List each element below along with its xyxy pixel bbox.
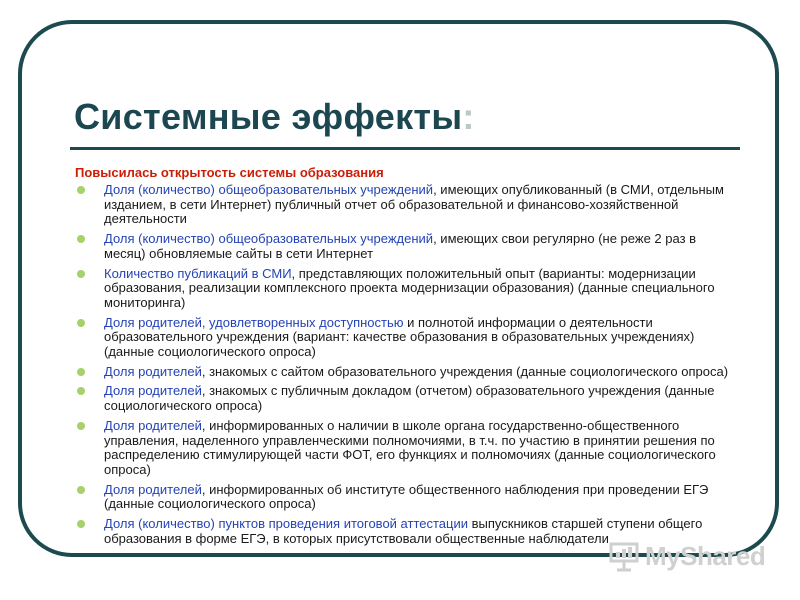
item-highlight: Доля родителей: [104, 383, 202, 399]
bullet-icon: [77, 186, 85, 194]
slide-title-colon: :: [462, 96, 475, 137]
bullet-icon: [77, 520, 85, 528]
item-text: , представляющих положительный опыт (варианты: модернизации образования, реализации комплексного проекта модернизации образования) (данные специального мониторинга): [104, 265, 715, 310]
bullet-icon: [77, 235, 85, 243]
list-item: [75, 419, 740, 478]
bullet-icon: [77, 422, 85, 430]
item-text: , информированных об институте общественного наблюдения при проведении ЕГЭ (данные социологического опроса): [104, 481, 709, 512]
item-highlight: Доля родителей: [104, 481, 202, 497]
watermark-text: MyShared: [645, 540, 766, 571]
myshared-watermark: [608, 533, 765, 579]
list-item: [75, 365, 740, 380]
item-highlight: Доля (количество) общеобразовательных учреждений: [104, 182, 434, 197]
section-subheading: Повысилась открытость системы образования: [75, 165, 384, 180]
bullet-icon: [77, 368, 85, 376]
item-text: , имеющих опубликованный (в СМИ, отдельным изданием, в сети Интернет) публичный отчет об образовательной и финансово-хозяйственной деятельности: [104, 182, 724, 227]
presentation-board-icon: [608, 539, 642, 573]
list-item: [75, 232, 740, 261]
bullet-icon: [77, 486, 85, 494]
item-text: , информированных о наличии в школе органа государственно-общественного управления, наделенного управленческими полномочиями, в т.ч. по участию в принятии решения по распределению стимулирующей части ФОТ, его функциях и полномочиях (данные социологического опроса): [104, 417, 716, 477]
item-text: , знакомых с публичным докладом (отчетом) образовательного учреждения (данные социологического опроса): [104, 383, 715, 414]
item-highlight: Доля (количество) пунктов проведения итоговой аттестации: [104, 516, 468, 532]
item-text: , знакомых с сайтом образовательного учреждения (данные социологического опроса): [201, 363, 729, 379]
item-highlight: Доля (количество) общеобразовательных учреждений: [104, 231, 434, 247]
bullet-icon: [77, 319, 85, 327]
item-highlight: Доля родителей: [104, 417, 202, 433]
list-item: [75, 183, 740, 227]
item-highlight: Доля родителей, удовлетворенных доступностью: [104, 314, 404, 330]
slide-title-text: Системные эффекты: [74, 96, 463, 137]
bullet-icon: [77, 387, 85, 395]
effects-list: [75, 183, 740, 551]
item-text: и полнотой информации о деятельности образовательного учреждения (вариант: качестве образования в образовательных учреждениях) (данные социологического опроса): [104, 314, 695, 360]
bullet-icon: [77, 270, 85, 278]
list-item: [75, 267, 740, 311]
slide-title: [74, 96, 475, 138]
list-item: [75, 483, 740, 512]
title-underline: [70, 147, 740, 150]
item-highlight: Количество публикаций в СМИ: [104, 265, 292, 281]
list-item: [75, 384, 740, 413]
item-text: выпускников старшей ступени общего образования в форме ЕГЭ, в которых присутствовали общественные наблюдатели: [104, 516, 703, 546]
list-item: [75, 316, 740, 360]
item-highlight: Доля родителей: [104, 363, 202, 379]
item-text: , имеющих свои регулярно (не реже 2 раз в месяц) обновляемые сайты в сети Интернет: [104, 231, 697, 261]
